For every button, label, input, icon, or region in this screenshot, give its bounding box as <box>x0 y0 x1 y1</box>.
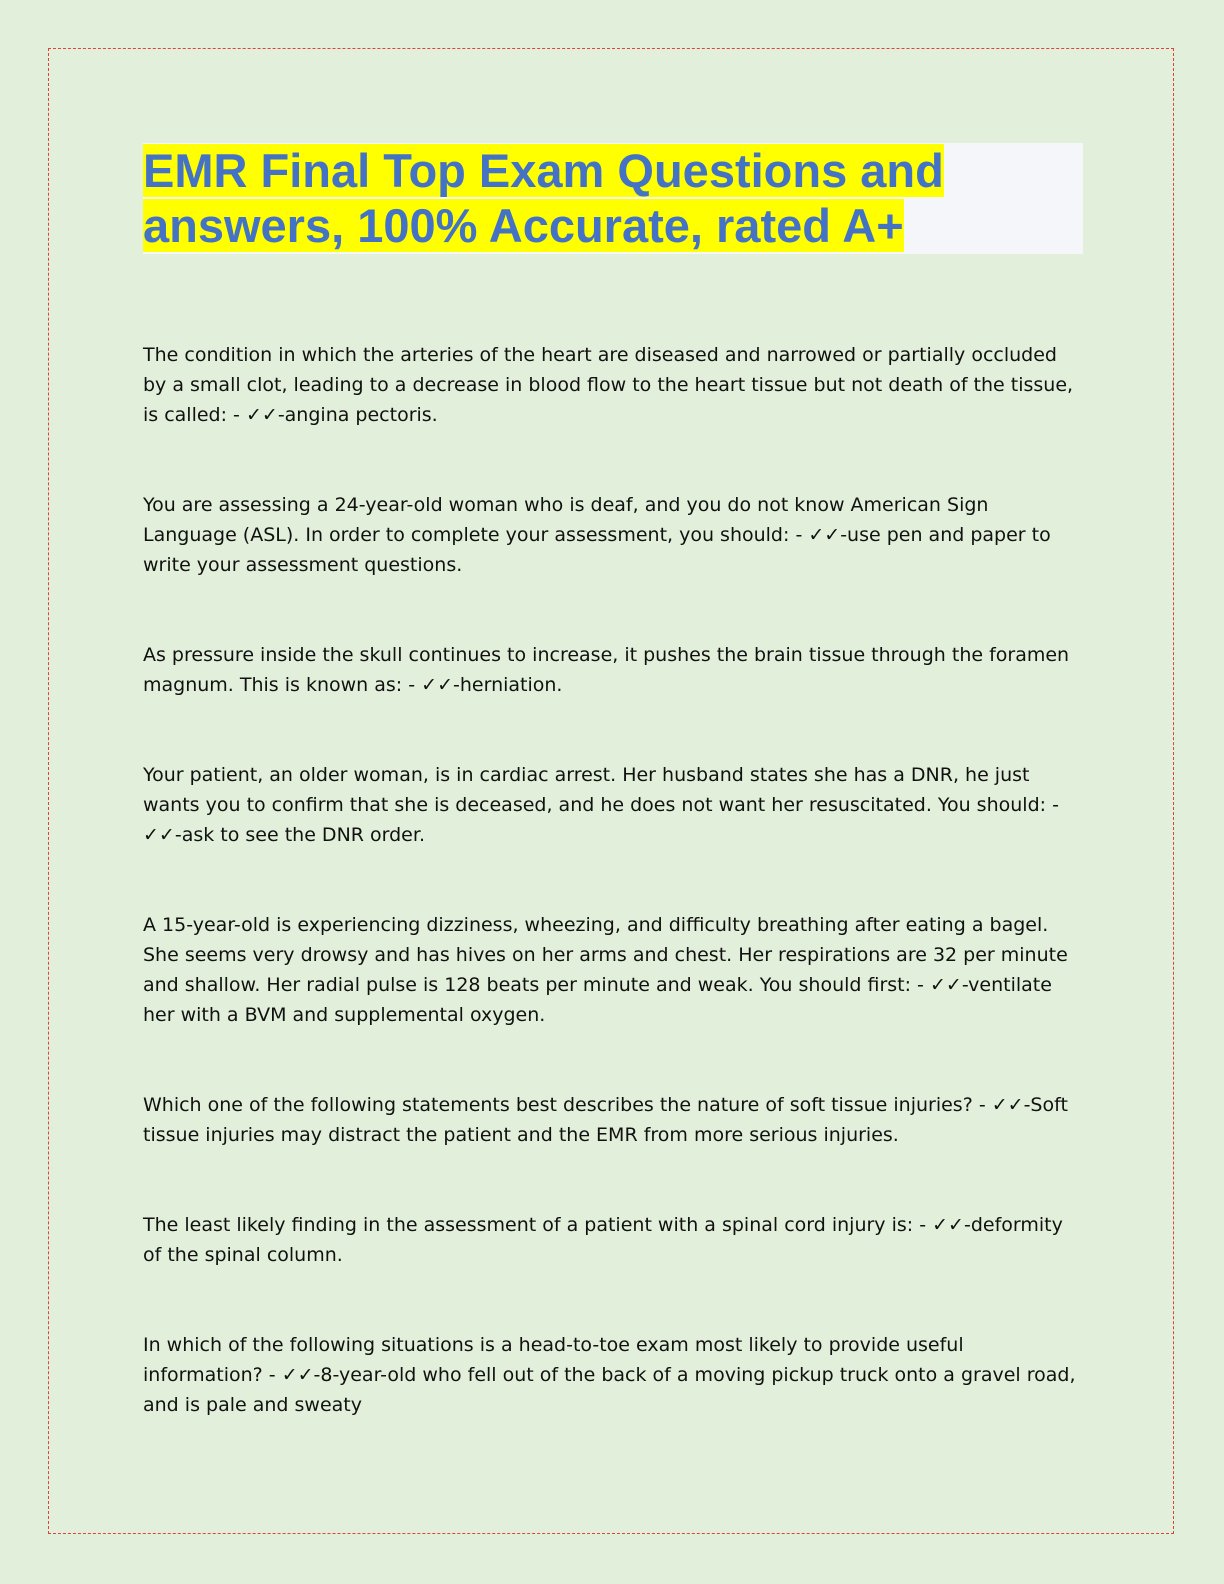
check-mark-icon: ✓✓ <box>245 404 278 426</box>
qa-item <box>143 340 1083 430</box>
question-text: The condition in which the arteries of the heart are diseased and narrowed or partially occluded by a small clot, leading to a decrease in blood flow to the heart tissue but not death of the tissue, is called: - <box>143 344 1074 426</box>
check-mark-icon: ✓✓ <box>929 974 962 996</box>
answer-text: -ventilate her with a BVM and supplemental oxygen. <box>143 974 1052 1026</box>
answer-text: -angina pectoris. <box>277 404 438 426</box>
title-block <box>143 143 1083 254</box>
document-title <box>143 143 1083 253</box>
question-text: Your patient, an older woman, is in cardiac arrest. Her husband states she has a DNR, he just wants you to confirm that she is deceased, and he does not want her resuscitated. You should: - <box>143 764 1059 816</box>
qa-item <box>143 1330 1083 1420</box>
check-mark-icon: ✓✓ <box>991 1094 1024 1116</box>
answer-text: -use pen and paper to write your assessment questions. <box>143 524 1051 576</box>
check-mark-icon: ✓✓ <box>808 524 841 546</box>
qa-item <box>143 760 1083 850</box>
question-text: The least likely finding in the assessment of a patient with a spinal cord injury is: - <box>143 1214 927 1236</box>
check-mark-icon: ✓✓ <box>932 1214 964 1236</box>
question-text: Which one of the following statements best describes the nature of soft tissue injuries? - <box>143 1094 986 1116</box>
answer-text: -Soft tissue injuries may distract the patient and the EMR from more serious injuries. <box>143 1094 1068 1146</box>
qa-item <box>143 1210 1083 1270</box>
question-text: You are assessing a 24-year-old woman who is deaf, and you do not know American Sign Language (ASL). In order to complete your assessment, you should: - <box>143 494 989 546</box>
question-text: In which of the following situations is a head-to-toe exam most likely to provide useful information? - <box>143 1334 964 1386</box>
answer-text: -herniation. <box>453 674 563 696</box>
qa-list <box>143 340 1083 1420</box>
answer-text: -ask to see the DNR order. <box>174 824 425 846</box>
answer-text: -deformity of the spinal column. <box>143 1214 1063 1266</box>
question-text: As pressure inside the skull continues to increase, it pushes the brain tissue through the foramen magnum. This is known as: - <box>143 644 1070 696</box>
qa-item <box>143 640 1083 700</box>
qa-item <box>143 1090 1083 1150</box>
answer-text: -8-year-old who fell out of the back of a moving pickup truck onto a gravel road, and is pale and sweaty <box>143 1364 1076 1416</box>
title-highlight: EMR Final Top Exam Questions and answers, 100% Accurate, rated A+ <box>143 144 944 252</box>
check-mark-icon: ✓✓ <box>281 1364 314 1386</box>
question-text: A 15-year-old is experiencing dizziness, wheezing, and difficulty breathing after eating a bagel. She seems very drowsy and has hives on her arms and chest. Her respirations are 32 per minute and shallow. Her radial pulse is 128 beats per minute and weak. You should first: - <box>143 914 1068 996</box>
qa-item <box>143 910 1083 1030</box>
qa-item <box>143 490 1083 580</box>
check-mark-icon: ✓✓ <box>421 674 453 696</box>
check-mark-icon: ✓✓ <box>143 824 175 846</box>
